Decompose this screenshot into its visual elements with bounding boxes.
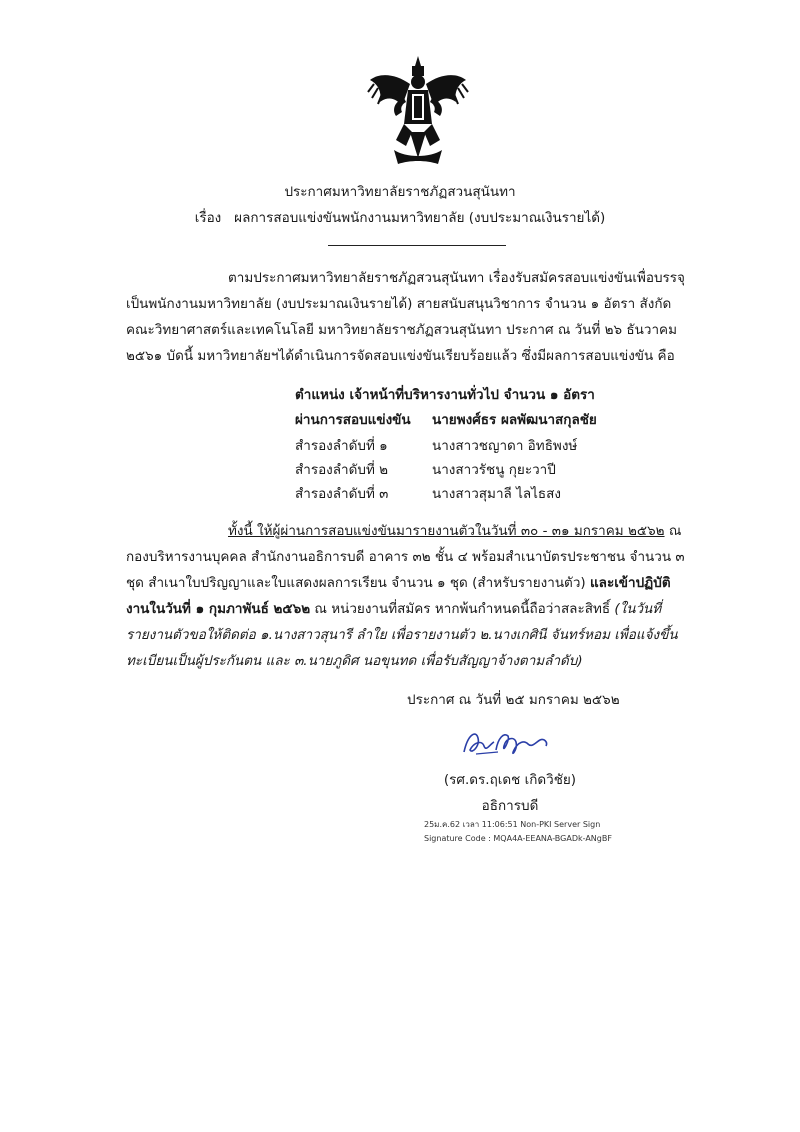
result-row bbox=[295, 482, 695, 508]
instructions-paragraph bbox=[126, 518, 686, 674]
position-heading: ตำแหน่ง เจ้าหน้าที่บริหารงานทั่วไป จำนวน ๑ อัตรา bbox=[295, 387, 595, 403]
result-name: นางสาวชญาดา อิทธิพงษ์ bbox=[432, 438, 578, 454]
result-row bbox=[295, 458, 695, 484]
instructions-text-2: ณ หน่วยงานที่สมัคร หากพ้นกำหนดนี้ถือว่าสละสิทธิ์ bbox=[310, 601, 615, 617]
start-date-bold: และเข้าปฏิบัติงานในวันที่ ๑ กุมภาพันธ์ ๒๕๖๒ bbox=[126, 575, 671, 617]
subject-line bbox=[0, 206, 800, 228]
result-name: นายพงศ์ธร ผลพัฒนาสกุลชัย bbox=[432, 412, 597, 428]
announcement-date: ประกาศ ณ วันที่ ๒๕ มกราคม ๒๕๖๒ bbox=[407, 692, 620, 708]
result-label: ผ่านการสอบแข่งขัน bbox=[295, 412, 411, 428]
result-row bbox=[295, 434, 695, 460]
result-row bbox=[295, 408, 695, 434]
signature-image bbox=[458, 724, 554, 764]
signature-code: Signature Code : MQA4A-EEANA-BGADk-ANgBF bbox=[424, 834, 612, 843]
result-label: สำรองลำดับที่ ๓ bbox=[295, 486, 389, 502]
garuda-emblem-icon bbox=[366, 54, 470, 166]
result-label: สำรองลำดับที่ ๑ bbox=[295, 438, 388, 454]
subject-label: เรื่อง bbox=[194, 210, 222, 226]
report-dates-underlined: ทั้งนี้ ให้ผู้ผ่านการสอบแข่งขันมารายงานตัวในวันที่ ๓๐ - ๓๑ มกราคม ๒๕๖๒ bbox=[228, 523, 665, 539]
signer-name: (รศ.ดร.ฤเดช เกิดวิชัย) bbox=[443, 772, 577, 788]
sign-timestamp: 25ม.ค.62 เวลา 11:06:51 Non-PKI Server Sign bbox=[424, 820, 601, 829]
instructions-text-1: ณ กองบริหารงานบุคคล สำนักงานอธิการบดี อาคาร ๓๒ ชั้น ๔ พร้อมสำเนาบัตรประชาชน จำนวน ๓ ชุด สำเนาใบปริญญาและใบแสดงผลการเรียน จำนวน ๑ ชุด (สำหรับรายงานตัว) bbox=[126, 523, 685, 591]
signer-position: อธิการบดี bbox=[481, 798, 539, 814]
intro-paragraph bbox=[126, 265, 686, 369]
title-divider bbox=[328, 245, 506, 246]
contact-note-italic: (ในวันที่รายงานตัวขอให้ติดต่อ ๑.นางสาวสุนารี ลำใย เพื่อรายงานตัว ๒.นางเกศินี จันทร์หอม เพื่อแจ้งขึ้นทะเบียนเป็นผู้ประกันตน และ ๓.นายภูดิศ นอขุนทด เพื่อรับสัญญาจ้างตามลำดับ) bbox=[126, 601, 678, 669]
intro-text: ตามประกาศมหาวิทยาลัยราชภัฏสวนสุนันทา เรื่องรับสมัครสอบแข่งขันเพื่อบรรจุเป็นพนักงานมหาวิทยาลัย (งบประมาณเงินรายได้) สายสนับสนุนวิชาการ จำนวน ๑ อัตรา สังกัดคณะวิทยาศาสตร์และเทคโนโลยี มหาวิทยาลัยราชภัฏสวนสุนันทา ประกาศ ณ วันที่ ๒๖ ธันวาคม ๒๕๖๑ บัดนี้ มหาวิทยาลัยฯได้ดำเนินการจัดสอบแข่งขันเรียบร้อยแล้ว ซึ่งมีผลการสอบแข่งขัน คือ bbox=[126, 270, 685, 364]
result-name: นางสาวรัชนู กุยะวาปี bbox=[432, 462, 556, 478]
subject-text: ผลการสอบแข่งขันพนักงานมหาวิทยาลัย (งบประมาณเงินรายได้) bbox=[234, 210, 606, 226]
result-name: นางสาวสุมาลี ไลไธสง bbox=[432, 486, 562, 502]
announcement-title: ประกาศมหาวิทยาลัยราชภัฏสวนสุนันทา bbox=[284, 184, 516, 200]
result-label: สำรองลำดับที่ ๒ bbox=[295, 462, 389, 478]
